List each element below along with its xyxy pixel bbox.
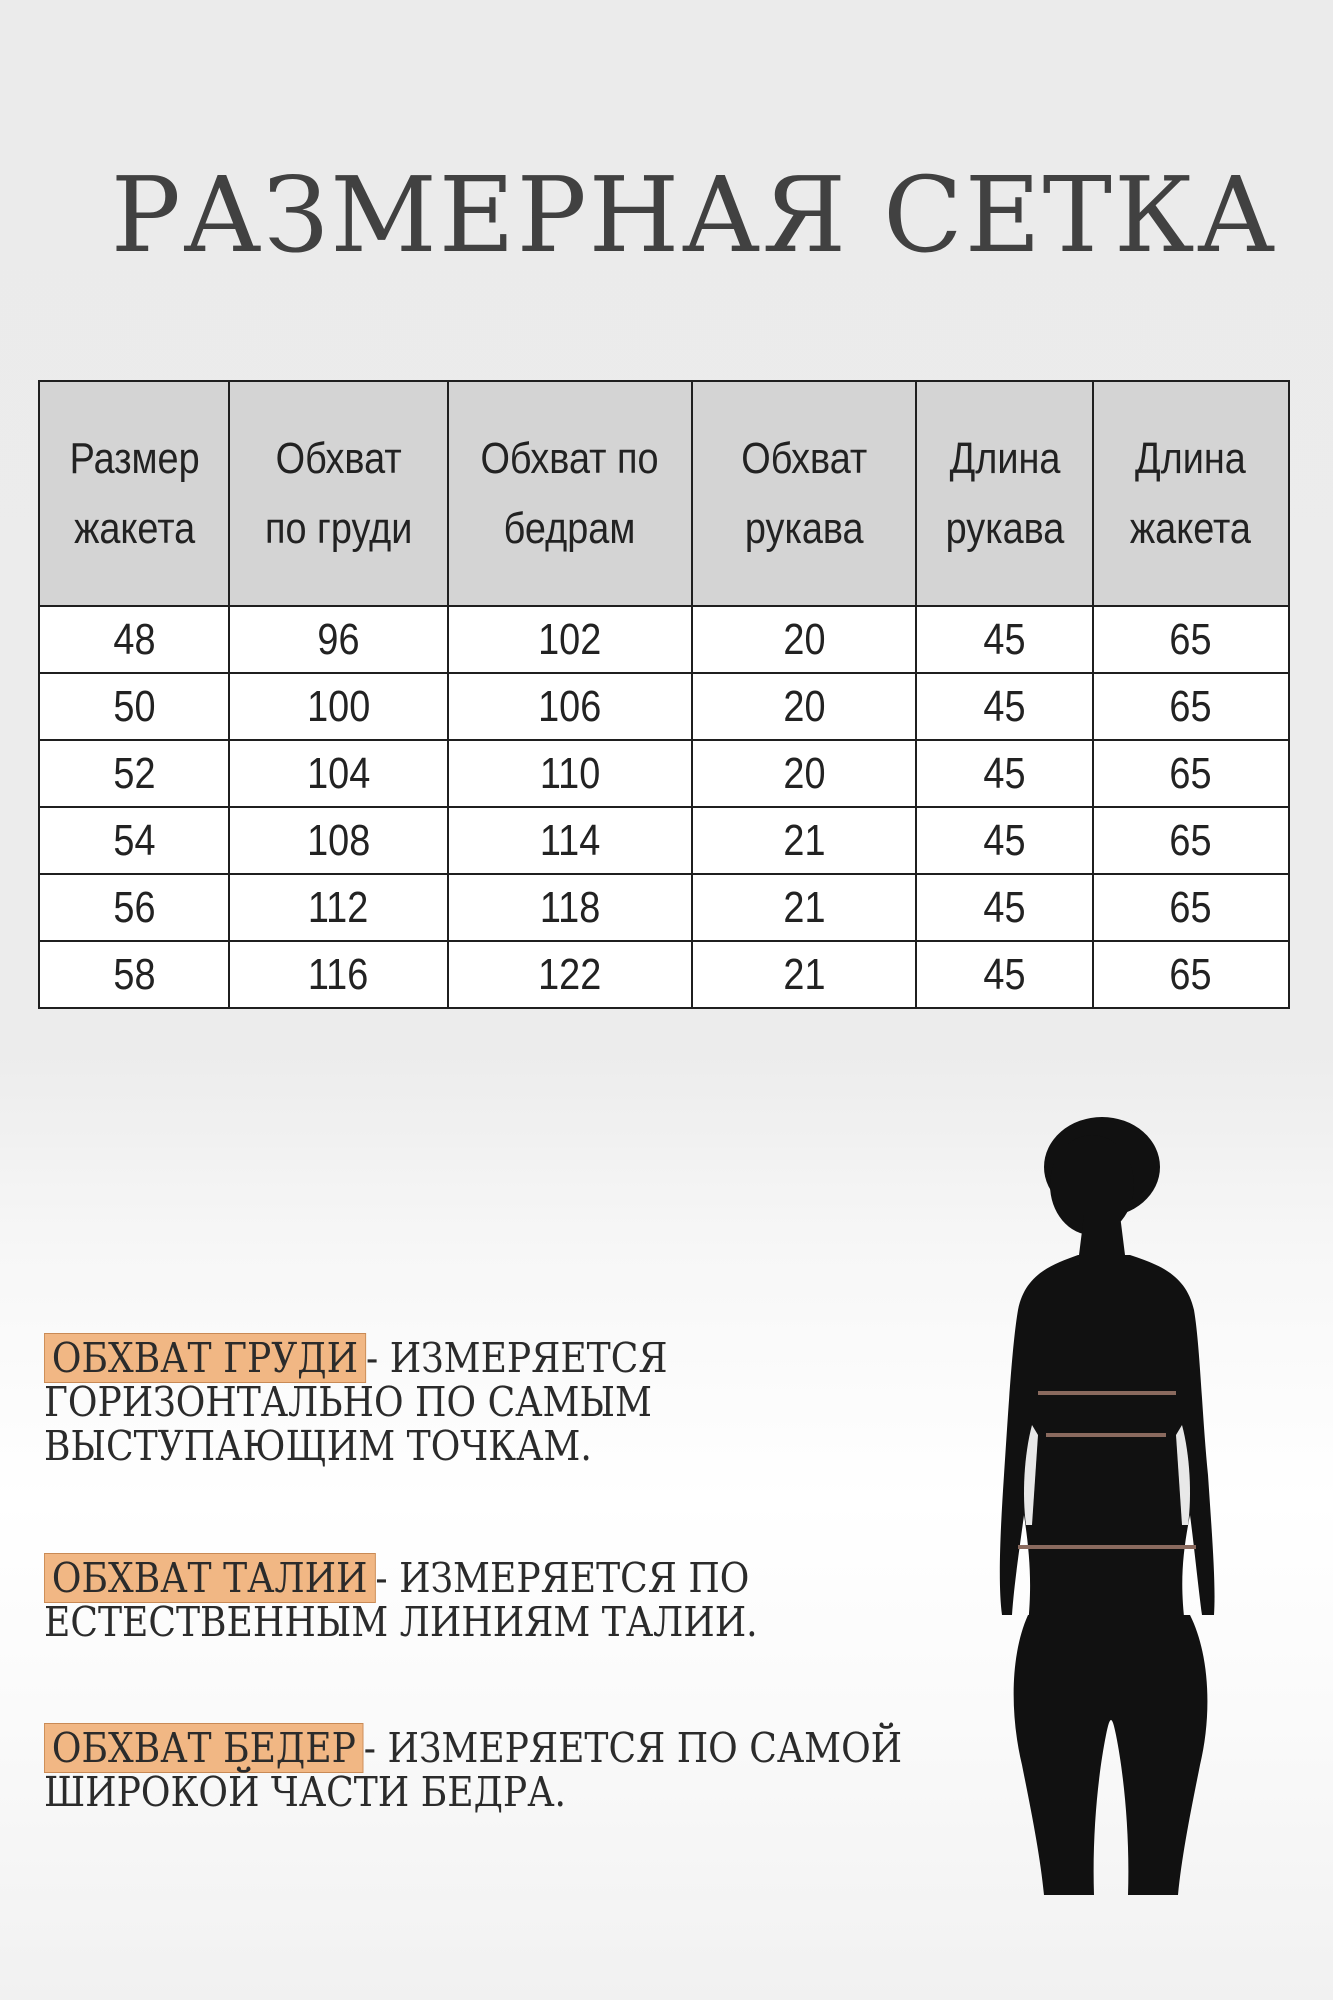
female-body-silhouette-icon xyxy=(980,1115,1250,1895)
page-title: РАЗМЕРНАЯ СЕТКА xyxy=(110,154,1278,276)
size-table xyxy=(38,380,1290,1009)
table-cell: 54 xyxy=(39,807,229,874)
header-hips: Обхват по бедрам xyxy=(448,381,692,606)
table-cell: 65 xyxy=(1093,673,1289,740)
table-cell: 118 xyxy=(448,874,692,941)
definition-text: ВЫСТУПАЮЩИМ ТОЧКАМ. xyxy=(44,1422,592,1470)
table-cell: 56 xyxy=(39,874,229,941)
header-sleeve-length: Длина рукава xyxy=(916,381,1092,606)
table-cell: 21 xyxy=(692,874,916,941)
table-row xyxy=(39,673,1289,740)
table-cell: 21 xyxy=(692,807,916,874)
definition-text: - ИЗМЕРЯЕТСЯ ПО xyxy=(375,1554,750,1602)
table-cell: 45 xyxy=(916,740,1092,807)
table-cell: 96 xyxy=(229,606,447,673)
table-cell: 114 xyxy=(448,807,692,874)
definition-hips xyxy=(44,1726,1019,1814)
chest-measure-line xyxy=(1038,1391,1176,1395)
table-cell: 65 xyxy=(1093,807,1289,874)
table-cell: 110 xyxy=(448,740,692,807)
table-cell: 65 xyxy=(1093,874,1289,941)
header-size: Размер жакета xyxy=(39,381,229,606)
table-cell: 21 xyxy=(692,941,916,1008)
table-cell: 50 xyxy=(39,673,229,740)
table-cell: 20 xyxy=(692,673,916,740)
table-cell: 48 xyxy=(39,606,229,673)
table-cell: 65 xyxy=(1093,941,1289,1008)
table-cell: 45 xyxy=(916,874,1092,941)
definition-text: ГОРИЗОНТАЛЬНО ПО САМЫМ xyxy=(44,1378,652,1426)
table-row xyxy=(39,807,1289,874)
table-row xyxy=(39,606,1289,673)
table-cell: 122 xyxy=(448,941,692,1008)
table-cell: 45 xyxy=(916,673,1092,740)
table-cell: 102 xyxy=(448,606,692,673)
table-cell: 52 xyxy=(39,740,229,807)
definition-text: - ИЗМЕРЯЕТСЯ ПО САМОЙ xyxy=(363,1724,903,1772)
definition-text: - ИЗМЕРЯЕТСЯ xyxy=(366,1334,668,1382)
table-cell: 100 xyxy=(229,673,447,740)
table-header-row xyxy=(39,381,1289,606)
waist-measure-line xyxy=(1046,1433,1166,1437)
table-cell: 58 xyxy=(39,941,229,1008)
table-cell: 45 xyxy=(916,807,1092,874)
table-row xyxy=(39,874,1289,941)
term-waist: ОБХВАТ ТАЛИИ xyxy=(44,1553,375,1603)
table-cell: 104 xyxy=(229,740,447,807)
definition-waist xyxy=(44,1556,855,1644)
definition-text: ШИРОКОЙ ЧАСТИ БЕДРА. xyxy=(44,1768,567,1816)
header-jacket-length: Длина жакета xyxy=(1093,381,1289,606)
definition-text: ЕСТЕСТВЕННЫМ ЛИНИЯМ ТАЛИИ. xyxy=(44,1598,758,1646)
table-cell: 108 xyxy=(229,807,447,874)
hips-measure-line xyxy=(1018,1545,1196,1549)
table-cell: 20 xyxy=(692,740,916,807)
table-cell: 45 xyxy=(916,941,1092,1008)
header-sleeve-girth: Обхват рукава xyxy=(692,381,916,606)
table-cell: 106 xyxy=(448,673,692,740)
definition-chest xyxy=(44,1336,753,1468)
header-chest: Обхват по груди xyxy=(229,381,447,606)
term-chest: ОБХВАТ ГРУДИ xyxy=(44,1333,366,1383)
term-hips: ОБХВАТ БЕДЕР xyxy=(44,1723,364,1773)
table-row xyxy=(39,941,1289,1008)
table-cell: 116 xyxy=(229,941,447,1008)
table-cell: 20 xyxy=(692,606,916,673)
table-cell: 112 xyxy=(229,874,447,941)
table-cell: 45 xyxy=(916,606,1092,673)
table-cell: 65 xyxy=(1093,606,1289,673)
table-row xyxy=(39,740,1289,807)
table-cell: 65 xyxy=(1093,740,1289,807)
